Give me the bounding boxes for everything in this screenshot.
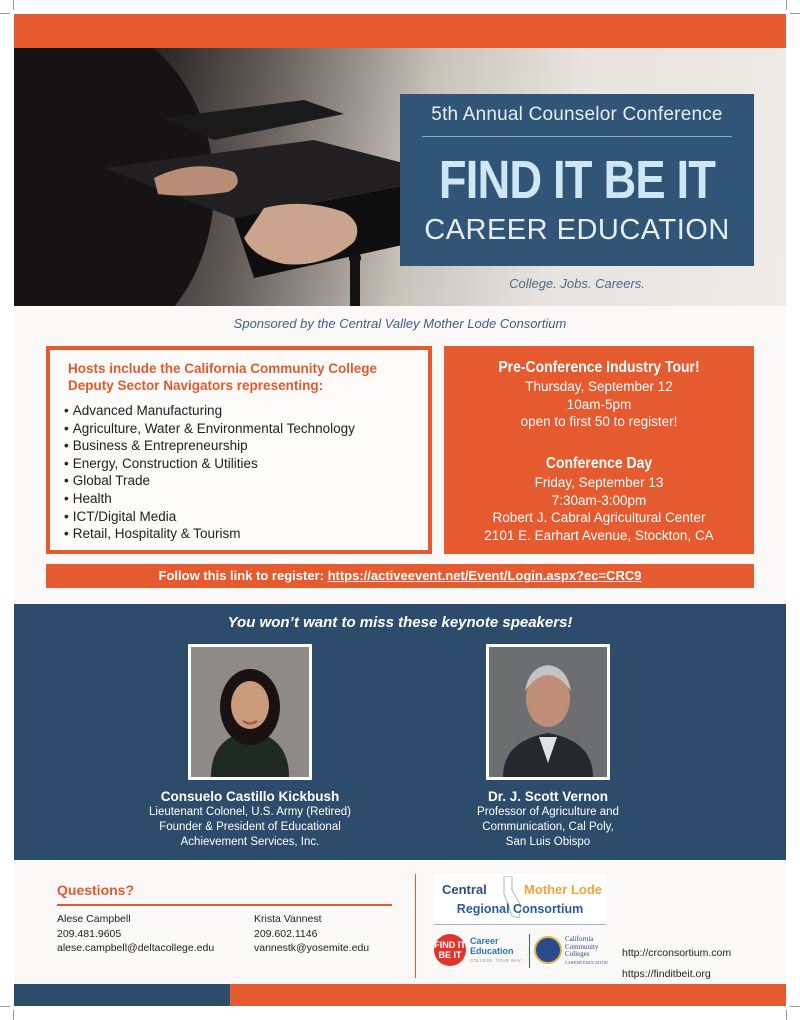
ccc-logo-text	[565, 936, 608, 966]
tour-time: 10am-5pm	[566, 396, 632, 412]
register-link[interactable]: https://activeevent.net/Event/Login.aspx?ec=CRC9	[327, 568, 642, 583]
tassel-knot-icon	[349, 252, 361, 264]
list-item: • Health	[64, 490, 355, 508]
list-item: • Agriculture, Water & Environmental Technology	[64, 420, 355, 438]
register-label: Follow this link to register:	[158, 568, 328, 583]
top-accent-bar	[14, 14, 786, 48]
list-item: • Energy, Construction & Utilities	[64, 455, 355, 473]
contact-name: Alese Campbell	[57, 913, 131, 925]
list-item: • Business & Entrepreneurship	[64, 437, 355, 455]
register-banner	[46, 564, 754, 588]
sector-list	[64, 402, 355, 543]
contact-email[interactable]: alese.campbell@deltacollege.edu	[57, 942, 215, 954]
tassel-icon	[350, 258, 360, 306]
speaker-title-line: Achievement Services, Inc.	[180, 836, 320, 848]
conference-venue: Robert J. Cabral Agricultural Center	[492, 510, 706, 525]
speaker-title-line: Lieutenant Colonel, U.S. Army (Retired)	[149, 806, 351, 818]
speaker-title-line: Communication, Cal Poly,	[482, 821, 614, 833]
questions-heading: Questions?	[57, 882, 135, 898]
contact-phone: 209.481.9605	[57, 927, 122, 940]
conference-address: 2101 E. Earhart Avenue, Stockton, CA	[484, 527, 714, 543]
logo-divider	[529, 934, 530, 968]
hero-banner	[14, 48, 786, 306]
questions-rule	[57, 904, 392, 906]
ccc-seal-icon	[534, 936, 562, 964]
contact-card	[57, 912, 214, 956]
consortium-logo	[434, 874, 606, 922]
crop-mark	[0, 1006, 10, 1007]
conference-heading: Conference Day	[545, 455, 653, 472]
speaker-photo-vernon	[486, 644, 610, 780]
title-divider	[422, 136, 732, 137]
event-details-panel	[444, 346, 754, 554]
contact-email[interactable]: vannestk@yosemite.edu	[254, 942, 370, 954]
conference-time: 7:30am-3:00pm	[551, 492, 647, 508]
list-item: • ICT/Digital Media	[64, 508, 355, 526]
contact-phone: 209.602.1146	[254, 927, 318, 940]
bottom-bar-navy	[14, 984, 230, 1006]
footer-section	[14, 870, 786, 980]
hosts-panel	[46, 346, 432, 554]
finditbeit-logo-icon: FIND IT BE IT	[434, 934, 466, 966]
list-item: • Global Trade	[64, 472, 355, 490]
conference-block	[444, 454, 754, 544]
speakers-heading: You won’t want to miss these keynote speakers!	[227, 614, 573, 631]
finditbeit-url[interactable]: https://finditbeit.org	[622, 968, 711, 980]
sponsor-line: Sponsored by the Central Valley Mother Lode Consortium	[233, 316, 567, 331]
career-education-logo	[470, 936, 514, 956]
speaker-card-kickbush	[120, 788, 380, 850]
speaker-title-line: Founder & President of Educational	[159, 821, 341, 833]
logo-education-text: Education	[470, 946, 514, 956]
logo-regional-text: Regional Consortium	[456, 902, 584, 916]
list-item: • Advanced Manufacturing	[64, 402, 355, 420]
crop-mark	[786, 0, 787, 10]
crop-mark	[790, 13, 800, 14]
logo-career-text: Career	[470, 936, 499, 946]
title-panel	[400, 94, 754, 266]
speaker-name: Dr. J. Scott Vernon	[487, 789, 609, 804]
speaker-card-vernon	[418, 788, 678, 850]
tour-block	[444, 358, 754, 431]
career-tagline: COLLEGE. YOUR WAY.	[470, 958, 522, 963]
crop-mark	[13, 1010, 14, 1020]
conference-date: Friday, September 13	[534, 475, 664, 490]
ccc-line: California	[565, 935, 594, 943]
crop-mark	[0, 13, 10, 14]
speaker-name: Consuelo Castillo Kickbush	[160, 789, 340, 804]
flyer-page	[14, 14, 786, 1006]
logo-mother-lode-text: Mother Lode	[524, 882, 602, 897]
ccc-line: Community	[565, 942, 599, 951]
logo-rule	[434, 924, 606, 925]
speaker-title-line: San Luis Obispo	[505, 836, 591, 848]
logo-central-text: Central	[442, 882, 487, 897]
contact-name: Krista Vannest	[254, 913, 322, 925]
bottom-bar-orange	[230, 984, 786, 1006]
tour-heading: Pre-Conference Industry Tour!	[498, 359, 700, 376]
page-subtitle: CAREER EDUCATION	[424, 214, 730, 246]
speaker-title-line: Professor of Agriculture and	[477, 806, 619, 818]
list-item: • Retail, Hospitality & Tourism	[64, 525, 355, 543]
footer-divider	[415, 874, 416, 978]
page-title: FIND IT BE IT	[438, 150, 716, 210]
hosts-heading: Hosts include the California Community College Deputy Sector Navigators representing:	[68, 361, 378, 393]
contact-card	[254, 912, 369, 956]
tagline: College. Jobs. Careers.	[509, 276, 645, 291]
crop-mark	[13, 0, 14, 10]
ccc-line: CAREER EDUCATION	[565, 959, 608, 965]
ccc-line: Colleges	[565, 950, 590, 958]
conference-edition: 5th Annual Counselor Conference	[431, 104, 723, 125]
speakers-section	[14, 604, 786, 860]
crop-mark	[790, 1006, 800, 1007]
consortium-url[interactable]: http://crconsortium.com	[622, 947, 732, 959]
crop-mark	[786, 1010, 787, 1020]
tour-date: Thursday, September 12	[525, 379, 673, 394]
tour-note: open to first 50 to register!	[520, 414, 678, 429]
speaker-photo-kickbush	[188, 644, 312, 780]
